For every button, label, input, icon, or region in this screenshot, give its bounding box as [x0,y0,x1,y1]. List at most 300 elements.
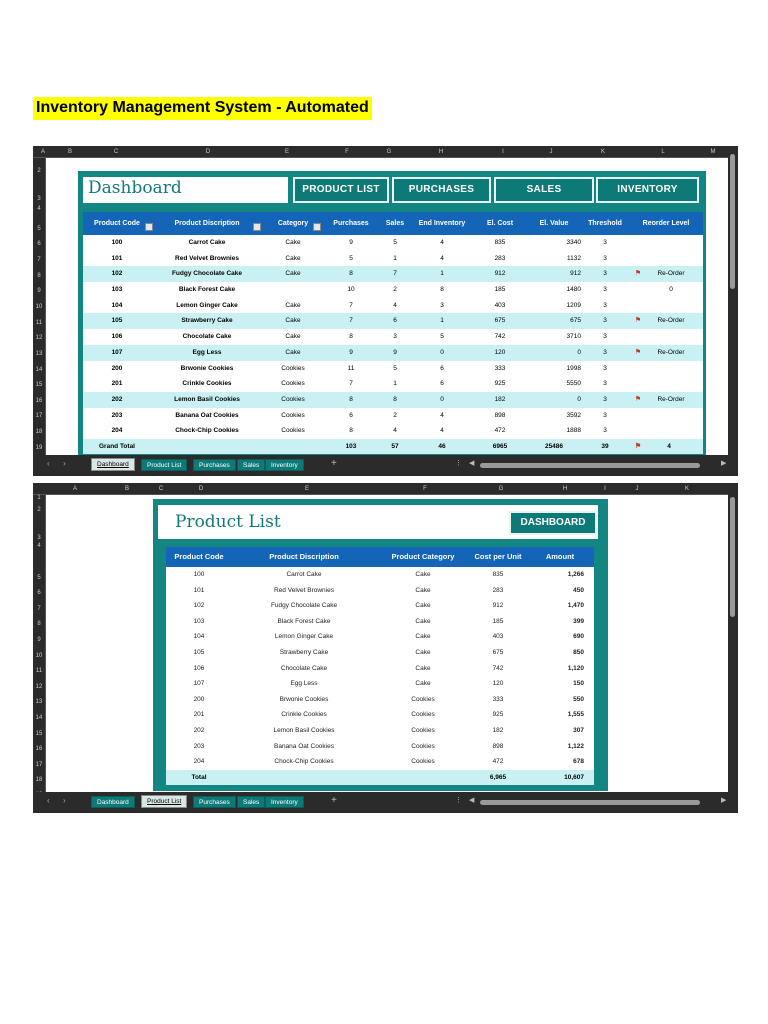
product-description: Lemon Basil Cookies [174,395,240,403]
tab-next-icon[interactable]: › [63,796,66,805]
el-cost-value: 742 [494,333,506,341]
product-category: Cake [285,239,301,246]
column-header[interactable]: H [562,486,568,492]
row-header[interactable]: 10 [35,653,43,659]
product-code: 202 [111,395,123,403]
el-value-value: 5550 [566,380,581,388]
purchases-button[interactable]: PURCHASES [392,177,491,203]
filter-dropdown-icon[interactable] [253,223,261,231]
row-header[interactable]: 4 [37,206,41,212]
threshold-value: 3 [603,333,607,341]
amount: 450 [573,586,584,594]
end-inventory-value: 0 [440,348,444,356]
product-code: 204 [193,758,205,766]
product-code: 100 [193,571,205,578]
row-header[interactable]: 1 [37,495,41,501]
product-description: Chocolate Cake [182,333,232,341]
total-reorder: 4 [667,442,671,450]
product-category: Cake [285,301,301,309]
table-row [83,423,703,439]
amount: 1,555 [567,711,584,719]
end-inventory-value: 1 [440,317,444,325]
row-header[interactable]: 3 [37,535,41,541]
flag-icon: ⚑ [634,348,642,356]
scrollbar-thumb[interactable] [730,154,735,289]
sales-value: 5 [393,364,397,372]
vertical-scrollbar[interactable] [728,483,738,792]
threshold-value: 3 [603,317,607,325]
table-row [83,392,703,408]
purchases-value: 9 [349,239,353,246]
row-header[interactable]: 3 [37,196,41,202]
product-category: Cookies [411,695,435,703]
purchases-value: 7 [349,317,353,325]
reorder-level-value: Re-Order [657,395,685,403]
filter-dropdown-icon[interactable] [145,223,153,231]
purchases-value: 9 [349,348,353,356]
row-header[interactable]: 16 [35,398,43,404]
product-category: Cake [285,333,301,341]
product-category: Cookies [281,411,305,419]
column-header[interactable]: J [635,486,639,492]
product-description: Fudgy Chocolate Cake [270,602,338,610]
purchases-value: 5 [349,254,353,262]
cost-per-unit: 835 [492,571,504,578]
product-code: 204 [111,427,123,435]
flag-icon: ⚑ [634,395,642,403]
column-header[interactable]: B [67,149,72,155]
reorder-level-value: Re-Order [657,348,685,356]
product-code: 103 [193,617,205,625]
threshold-value: 3 [603,411,607,419]
table-row [166,614,594,630]
product-description: Red Velvet Brownies [274,586,334,594]
product-description: Strawberry Cake [279,648,329,656]
row-header[interactable]: 2 [37,507,41,513]
product-code: 202 [193,726,205,734]
row-header[interactable]: 13 [35,351,43,357]
product-list-title: Product List [175,512,281,532]
inventory-button[interactable]: INVENTORY [596,177,699,203]
product-list-button[interactable]: PRODUCT LIST [293,177,389,203]
row-header[interactable]: 12 [35,335,43,341]
amount: 850 [573,648,584,656]
row-header[interactable]: 13 [35,699,43,705]
row-header[interactable]: 17 [35,762,43,768]
product-description: Chock-Chip Cookies [274,758,334,766]
column-header[interactable]: E [304,486,309,492]
col-header-product-code: Product Code [174,552,224,561]
scroll-right-icon[interactable]: ▶ [721,460,727,467]
amount: 550 [573,695,584,703]
cost-per-unit: 333 [492,695,504,703]
tab-prev-icon[interactable]: ‹ [47,459,50,468]
scroll-left-icon[interactable]: ◀ [469,460,475,467]
column-header[interactable]: G [498,486,504,492]
tab-prev-icon[interactable]: ‹ [47,796,50,805]
column-header[interactable]: L [661,149,665,155]
col-header-threshold: Threshold [588,220,622,227]
tab-product-list[interactable]: Product List [141,795,187,808]
product-code: 105 [193,648,205,656]
el-cost-value: 835 [494,239,506,246]
column-header[interactable]: K [600,149,605,155]
col-header-el-cost: El. Cost [486,220,514,227]
column-header[interactable]: C [158,486,164,492]
total-purchases: 103 [345,442,357,450]
threshold-value: 3 [603,348,607,356]
product-description: Lemon Ginger Cake [176,301,238,309]
split-handle-icon[interactable]: ⋮ [455,797,462,804]
column-header[interactable]: C [113,149,119,155]
purchases-value: 8 [349,333,353,341]
vertical-scrollbar[interactable] [728,146,738,455]
row-header[interactable]: 18 [35,429,43,435]
row-header[interactable]: 8 [37,621,41,627]
add-sheet-icon[interactable]: + [331,795,337,806]
product-code: 200 [193,695,205,703]
amount: 1,120 [567,664,584,672]
product-list-title-box [158,505,598,539]
sheet-tab-bar [33,792,738,813]
reorder-level-value: Re-Order [657,270,685,278]
column-header[interactable]: M [710,149,716,155]
grand-total-row [83,439,703,454]
threshold-value: 3 [603,254,607,262]
product-description: Strawberry Cake [181,317,233,325]
product-code: 203 [193,742,205,750]
sales-value: 4 [393,427,397,435]
product-category: Cake [415,633,431,641]
scroll-left-icon[interactable]: ◀ [469,797,475,804]
column-header[interactable]: F [345,149,349,155]
threshold-value: 3 [603,364,607,372]
end-inventory-value: 0 [440,395,444,403]
product-code: 106 [193,664,205,672]
row-header[interactable]: 4 [37,543,41,549]
tab-next-icon[interactable]: › [63,459,66,468]
product-code: 100 [111,239,123,246]
purchases-value: 10 [347,286,355,294]
product-description: Banana Oat Cookies [175,411,239,419]
flag-icon: ⚑ [634,317,642,325]
product-list-sheet-window [33,483,738,813]
column-header[interactable]: H [438,149,444,155]
purchases-value: 6 [349,411,353,419]
col-header-category: Category [277,220,309,227]
product-code: 107 [111,348,123,356]
column-header[interactable]: K [684,486,689,492]
scrollbar-thumb[interactable] [730,497,735,617]
purchases-value: 8 [349,395,353,403]
product-code: 104 [111,301,123,309]
table-row [166,723,594,739]
sales-value: 7 [393,270,397,278]
dashboard-sheet-window [33,146,738,476]
el-cost-value: 120 [494,348,506,356]
column-header[interactable]: A [72,486,77,492]
column-header[interactable]: B [124,486,129,492]
product-code: 102 [111,270,123,278]
el-value-value: 1998 [566,364,581,372]
total-label: Total [191,773,207,781]
el-cost-value: 403 [494,301,506,309]
el-value-value: 1888 [566,427,581,435]
horizontal-scrollbar[interactable] [480,463,700,468]
table-row [166,739,594,755]
threshold-value: 3 [603,427,607,435]
end-inventory-value: 4 [440,411,444,419]
row-header[interactable]: 15 [35,382,43,388]
table-row [83,329,703,345]
column-header[interactable]: J [549,149,553,155]
product-description: Crinkle Cookies [281,711,327,719]
product-category: Cake [415,571,431,578]
product-description: Black Forest Cake [277,617,331,625]
col-header-sales: Sales [385,220,405,227]
product-description: Lemon Ginger Cake [274,633,334,641]
total-cost: 6,965 [489,773,507,781]
sheet-tab-bar [33,455,738,476]
reorder-level-value: 0 [669,286,673,294]
product-code: 104 [193,633,205,641]
row-header[interactable]: 10 [35,304,43,310]
row-header[interactable]: 2 [37,168,41,174]
tab-purchases[interactable]: Purchases [193,459,236,471]
row-header-bar [33,495,46,792]
amount: 678 [573,758,584,766]
sales-value: 2 [393,286,397,294]
cost-per-unit: 912 [492,602,504,610]
row-header[interactable]: 16 [35,746,43,752]
row-header[interactable]: 11 [35,668,43,674]
threshold-value: 3 [603,286,607,294]
table-row [166,676,594,692]
purchases-value: 7 [349,380,353,388]
row-header[interactable]: 18 [35,777,43,783]
cost-per-unit: 403 [492,633,504,641]
el-value-value: 3710 [566,333,581,341]
product-code: 105 [111,317,123,325]
product-code: 101 [111,254,123,262]
col-header-category: Product Category [391,552,455,561]
purchases-value: 11 [347,364,355,372]
tab-dashboard[interactable]: Dashboard [91,458,135,471]
reorder-level-value: Re-Order [657,317,685,325]
row-header[interactable]: 7 [37,606,41,612]
total-label: Grand Total [99,442,135,450]
row-header[interactable]: 9 [37,637,41,643]
amount: 307 [573,726,584,734]
product-list-table [166,547,594,785]
scroll-right-icon[interactable]: ▶ [721,797,727,804]
dashboard-title: Dashboard [88,178,182,198]
product-description: Banana Oat Cookies [274,742,334,750]
tab-sales[interactable]: Sales [237,459,265,471]
total-end-inventory: 46 [438,442,446,450]
column-header[interactable]: E [284,149,289,155]
product-category: Cake [415,602,431,610]
table-row [166,754,594,770]
tab-sales[interactable]: Sales [237,796,265,808]
row-header[interactable]: 19 [35,445,43,451]
table-row [166,661,594,677]
purchases-value: 7 [349,301,353,309]
threshold-value: 3 [603,380,607,388]
col-header-description: Product Discription [269,552,339,561]
end-inventory-value: 4 [440,239,444,246]
product-category: Cookies [411,758,435,766]
product-description: Carrot Cake [286,571,322,578]
total-amount: 10,607 [564,773,584,781]
threshold-value: 3 [603,239,607,246]
product-category: Cake [415,680,431,688]
product-category: Cake [285,317,301,325]
flag-icon: ⚑ [634,442,642,450]
table-row [83,266,703,282]
column-header[interactable]: D [198,486,204,492]
column-header[interactable]: F [423,486,427,492]
cost-per-unit: 925 [492,711,504,719]
el-value-value: 0 [577,348,581,356]
amount: 1,122 [567,742,584,750]
row-header[interactable]: 6 [37,241,41,247]
table-row [83,282,703,298]
product-category: Cake [415,617,431,625]
cost-per-unit: 185 [492,617,504,625]
row-header[interactable]: 6 [37,590,41,596]
el-cost-value: 283 [494,254,506,262]
purchases-value: 8 [349,427,353,435]
el-value-value: 1480 [566,286,581,294]
row-header[interactable]: 15 [35,731,43,737]
table-row [83,298,703,314]
table-row [166,692,594,708]
table-row [83,376,703,392]
document-title: Inventory Management System - Automated [33,97,372,120]
product-description: Fudgy Chocolate Cake [171,270,243,278]
sales-value: 1 [393,254,397,262]
sales-value: 6 [393,317,397,325]
table-row [166,598,594,614]
row-header[interactable]: 7 [37,257,41,263]
tab-inventory[interactable]: Inventory [265,459,304,471]
row-header[interactable]: 11 [35,320,43,326]
el-value-value: 3340 [566,239,581,246]
tab-purchases[interactable]: Purchases [193,796,236,808]
product-code: 201 [111,380,123,388]
amount: 1,470 [567,602,584,610]
product-category: Cookies [281,427,305,435]
tab-dashboard[interactable]: Dashboard [91,796,135,808]
end-inventory-value: 4 [440,254,444,262]
product-description: Red Velvet Brownies [175,254,239,262]
column-header[interactable]: I [502,149,504,155]
product-description: Black Forest Cake [178,286,236,294]
product-category: Cookies [281,364,305,372]
sales-value: 3 [393,333,397,341]
col-header-el-value: El. Value [539,220,569,227]
product-code: 103 [111,286,123,294]
sales-value: 8 [393,395,397,403]
end-inventory-value: 3 [440,301,444,309]
product-description: Crinkle Cookies [182,380,232,388]
tab-product-list[interactable]: Product List [141,459,187,471]
table-row [166,583,594,599]
tab-inventory[interactable]: Inventory [265,796,304,808]
product-description: Chock-Chip Cookies [175,427,239,435]
product-category: Cake [415,648,431,656]
row-header[interactable]: 9 [37,288,41,294]
product-code: 200 [111,364,123,372]
product-code: 203 [111,411,123,419]
el-cost-value: 898 [494,411,506,419]
add-sheet-icon[interactable]: + [331,458,337,469]
row-header[interactable]: 8 [37,273,41,279]
row-header[interactable]: 5 [37,226,41,232]
col-header-description: Product Discription [174,220,240,227]
end-inventory-value: 6 [440,364,444,372]
row-header[interactable]: 14 [35,367,43,373]
table-row [166,707,594,723]
row-header[interactable]: 12 [35,684,43,690]
product-list-panel [153,499,608,791]
threshold-value: 3 [603,301,607,309]
dashboard-panel [78,171,706,459]
product-category: Cake [285,254,301,262]
row-header[interactable]: 17 [35,413,43,419]
table-header-row [166,547,594,567]
column-header[interactable]: I [604,486,606,492]
sales-value: 5 [393,239,397,246]
product-code: 201 [193,711,205,719]
product-category: Cookies [411,711,435,719]
filter-dropdown-icon[interactable] [313,223,321,231]
total-el-cost: 6965 [492,442,508,450]
el-value-value: 912 [570,270,581,278]
product-category: Cookies [411,742,435,750]
product-description: Egg Less [290,680,318,688]
row-header[interactable]: 14 [35,715,43,721]
col-header-cost-per-unit: Cost per Unit [474,552,522,561]
flag-icon: ⚑ [634,270,642,278]
row-header[interactable]: 5 [37,575,41,581]
product-category: Cake [285,270,301,278]
product-code: 102 [193,602,205,610]
el-cost-value: 912 [494,270,506,278]
dashboard-button[interactable]: DASHBOARD [509,511,597,535]
amount: 1,266 [567,571,584,578]
split-handle-icon[interactable]: ⋮ [455,460,462,467]
el-value-value: 1209 [566,301,581,309]
sales-button[interactable]: SALES [494,177,594,203]
dashboard-title-box [83,177,288,203]
column-header[interactable]: G [386,149,392,155]
threshold-value: 3 [603,395,607,403]
sales-value: 4 [393,301,397,309]
el-value-value: 1132 [567,254,581,262]
product-description: Chocolate Cake [280,664,328,672]
horizontal-scrollbar[interactable] [480,800,700,805]
product-code: 107 [193,680,205,688]
column-header[interactable]: D [205,149,211,155]
cost-per-unit: 182 [492,726,504,734]
amount: 150 [573,680,584,688]
table-row [83,408,703,424]
table-row [83,251,703,267]
table-header-row [83,212,703,235]
column-header[interactable]: A [40,149,45,155]
